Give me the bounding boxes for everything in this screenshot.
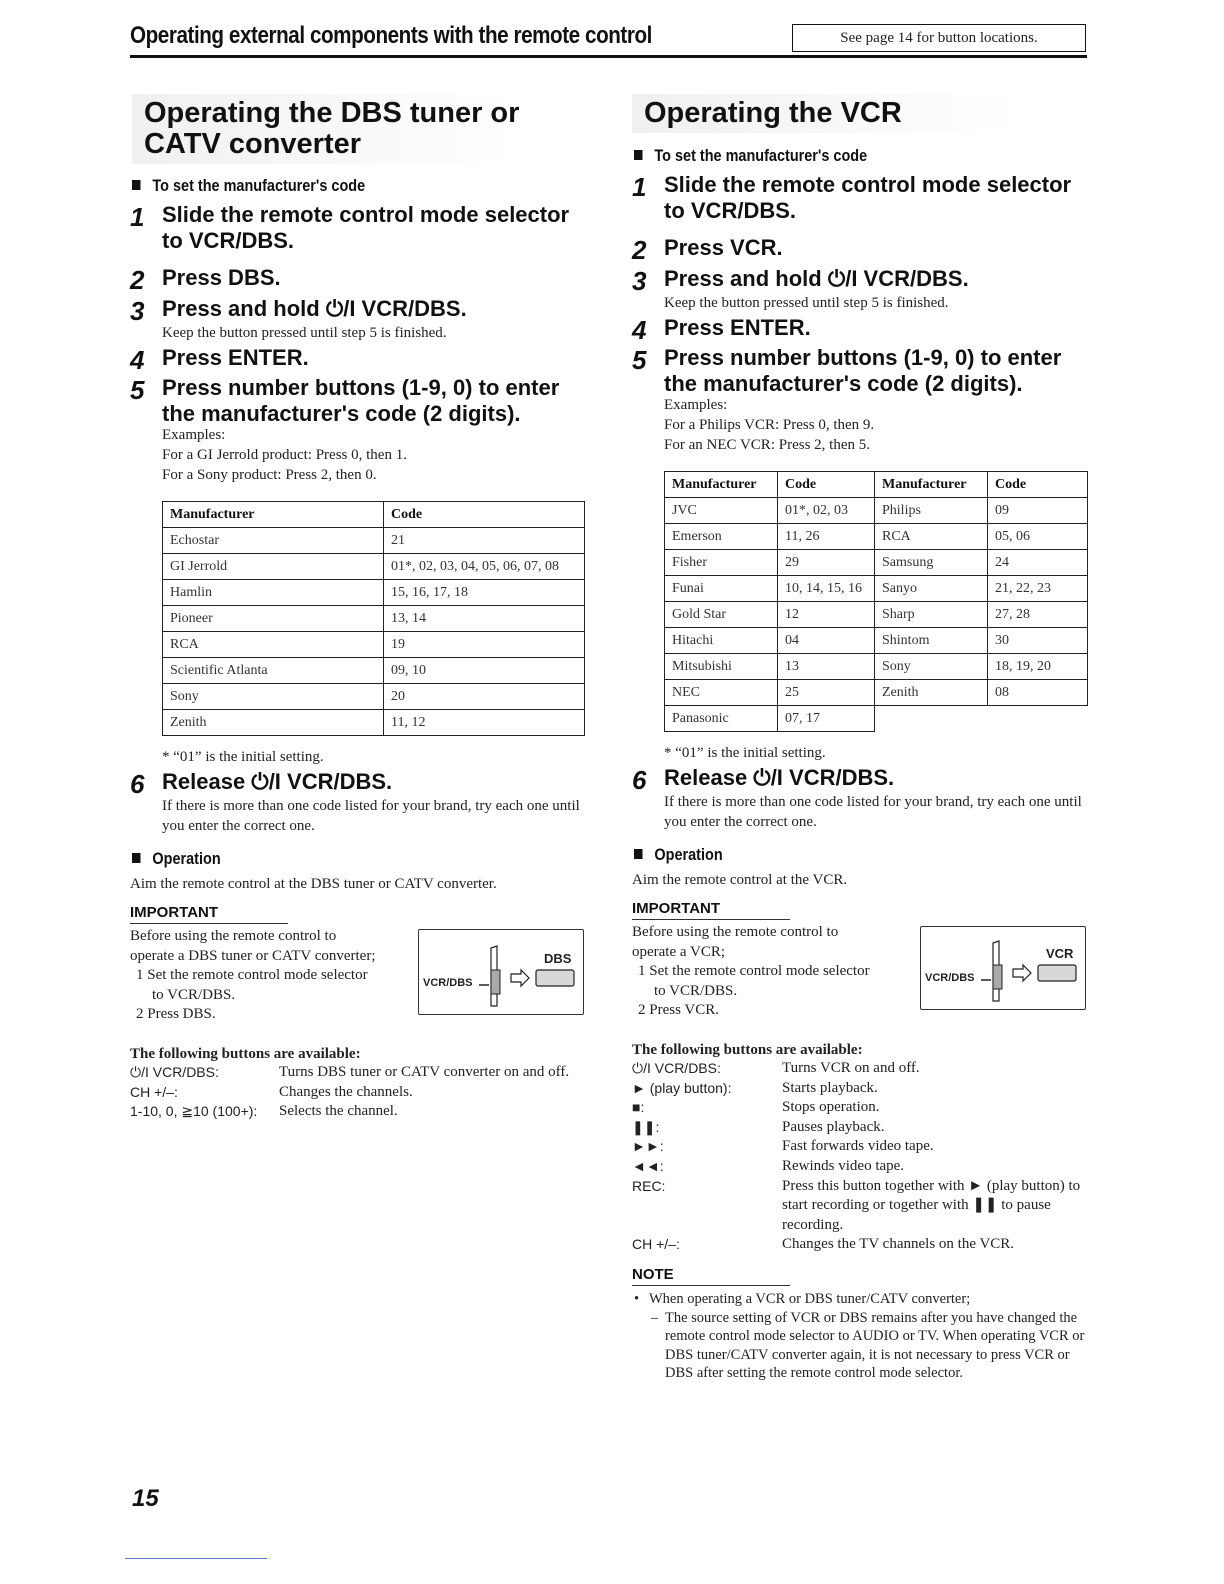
table-row: Zenith 11, 12 bbox=[163, 710, 585, 736]
vcr-buttons-head: The following buttons are available: bbox=[632, 1042, 863, 1058]
button-location-note: See page 14 for button locations. bbox=[792, 24, 1086, 52]
page-number: 15 bbox=[132, 1485, 159, 1512]
dbs-code-subhead: To set the manufacturer's code bbox=[132, 176, 365, 196]
list-item: 1-10, 0, ≧10 (100+): Selects the channel. bbox=[130, 1103, 398, 1120]
vcr-buttons-list bbox=[632, 1059, 1087, 1255]
vcr-section-title: Operating the VCR bbox=[632, 94, 1086, 133]
table-row: RCA 19 bbox=[163, 632, 585, 658]
vcr-step-4: 4 Press ENTER. bbox=[632, 315, 811, 345]
header-rule bbox=[130, 55, 1087, 58]
table-row: Mitsubishi 13 Sony 18, 19, 20 bbox=[665, 654, 1088, 680]
vcr-step-3: 3 Press and hold ⏻/I VCR/DBS. Keep the button pressed until step 5 is finished. bbox=[632, 266, 969, 311]
table-header-row: Manufacturer Code bbox=[163, 502, 585, 528]
page-header-title: Operating external components with the remote control bbox=[130, 22, 652, 49]
dbs-step-3: 3 Press and hold ⏻/I VCR/DBS. Keep the button pressed until step 5 is finished. bbox=[130, 296, 467, 341]
table-row: Hamlin 15, 16, 17, 18 bbox=[163, 580, 585, 606]
vcr-step-6: 6 Release ⏻/I VCR/DBS. If there is more than one code listed for your brand, try each one until you enter the correct one. bbox=[632, 765, 1082, 830]
list-item: REC: Press this button together with ► (play button) to start recording or together with ❚❚ to pause recording. bbox=[632, 1177, 1081, 1233]
dbs-buttons-head: The following buttons are available: bbox=[130, 1046, 361, 1062]
dbs-section-title: Operating the DBS tuner or CATV converter bbox=[132, 94, 586, 164]
table-row: Sony 20 bbox=[163, 684, 585, 710]
dbs-step-6: 6 Release ⏻/I VCR/DBS. If there is more than one code listed for your brand, try each one until you enter the correct one. bbox=[130, 769, 580, 834]
table-row: Hitachi 04 Shintom 30 bbox=[665, 628, 1088, 654]
vcr-important-head: IMPORTANT bbox=[632, 900, 790, 920]
vcr-code-table bbox=[664, 471, 1088, 732]
vcr-operation-subhead: Operation bbox=[634, 845, 723, 865]
vcr-code-subhead: To set the manufacturer's code bbox=[634, 146, 867, 166]
list-item: ► (play button): Starts playback. bbox=[632, 1079, 878, 1096]
table-row: Emerson 11, 26 RCA 05, 06 bbox=[665, 524, 1088, 550]
table-header-row: Manufacturer Code Manufacturer Code bbox=[665, 472, 1088, 498]
table-row: Panasonic 07, 17 bbox=[665, 706, 1088, 732]
table-row: Scientific Atlanta 09, 10 bbox=[163, 658, 585, 684]
list-item: ❚❚: Pauses playback. bbox=[632, 1118, 885, 1135]
dbs-important-text: Before using the remote control to operate a DBS tuner or CATV converter; 1 Set the remote control mode selector to VCR/DBS. 2 Press DBS. bbox=[130, 928, 376, 1022]
list-item: CH +/–: Changes the TV channels on the VCR. bbox=[632, 1236, 1015, 1253]
table-row: Fisher 29 Samsung 24 bbox=[665, 550, 1088, 576]
dbs-step-5: 5 Press number buttons (1-9, 0) to enter the manufacturer's code (2 digits). Examples: For a GI Jerrold product: Press 0, then 1. For a Sony product: Press 2, then 0. bbox=[130, 375, 560, 483]
table-row: NEC 25 Zenith 08 bbox=[665, 680, 1088, 706]
dbs-buttons-list bbox=[130, 1063, 590, 1122]
dbs-step-2: 2 Press DBS. bbox=[130, 265, 281, 295]
dbs-code-table bbox=[162, 501, 585, 736]
vcr-footnote: * “01” is the initial setting. bbox=[664, 745, 826, 761]
table-row: Gold Star 12 Sharp 27, 28 bbox=[665, 602, 1088, 628]
vcr-note-text: • When operating a VCR or DBS tuner/CATV converter; – The source setting of VCR or DBS remains after you have changed the remote control mode selector to AUDIO or TV. When operating VCR or DBS tuner/CATV converter again, it is not necessary to press VCR or DBS after setting the remote control mode selector. bbox=[634, 1291, 1085, 1382]
vcr-mode-selector-diagram: VCR/DBS VCR bbox=[920, 926, 1086, 1010]
footer-line bbox=[125, 1558, 267, 1559]
list-item: ⏻/I VCR/DBS: Turns DBS tuner or CATV converter on and off. bbox=[130, 1064, 570, 1080]
dbs-important-head: IMPORTANT bbox=[130, 904, 288, 924]
list-item: ►►: Fast forwards video tape. bbox=[632, 1138, 934, 1155]
vcr-step-5: 5 Press number buttons (1-9, 0) to enter the manufacturer's code (2 digits). Examples: For a Philips VCR: Press 0, then 9. For an NEC VCR: Press 2, then 5. bbox=[632, 345, 1062, 453]
dbs-operation-text: Aim the remote control at the DBS tuner or CATV converter. bbox=[130, 876, 497, 892]
list-item: ⏻/I VCR/DBS: Turns VCR on and off. bbox=[632, 1060, 920, 1076]
vcr-note-head: NOTE bbox=[632, 1266, 790, 1286]
list-item: ■: Stops operation. bbox=[632, 1099, 880, 1116]
list-item: ◄◄: Rewinds video tape. bbox=[632, 1157, 905, 1174]
vcr-important-text: Before using the remote control to operate a VCR; 1 Set the remote control mode selector to VCR/DBS. 2 Press VCR. bbox=[632, 924, 870, 1018]
table-row: JVC 01*, 02, 03 Philips 09 bbox=[665, 498, 1088, 524]
vcr-step-1: 1 Slide the remote control mode selector to VCR/DBS. bbox=[632, 172, 1072, 223]
vcr-operation-text: Aim the remote control at the VCR. bbox=[632, 872, 848, 888]
vcr-step-2: 2 Press VCR. bbox=[632, 235, 783, 265]
dbs-mode-selector-diagram: VCR/DBS DBS bbox=[418, 929, 584, 1015]
dbs-footnote: * “01” is the initial setting. bbox=[162, 749, 324, 765]
dbs-step-1: 1 Slide the remote control mode selector to VCR/DBS. bbox=[130, 202, 570, 253]
table-row: GI Jerrold 01*, 02, 03, 04, 05, 06, 07, 08 bbox=[163, 554, 585, 580]
table-row: Funai 10, 14, 15, 16 Sanyo 21, 22, 23 bbox=[665, 576, 1088, 602]
list-item: CH +/–: Changes the channels. bbox=[130, 1083, 413, 1100]
table-row: Echostar 21 bbox=[163, 528, 585, 554]
table-row: Pioneer 13, 14 bbox=[163, 606, 585, 632]
dbs-step-4: 4 Press ENTER. bbox=[130, 345, 309, 375]
dbs-operation-subhead: Operation bbox=[132, 849, 221, 869]
